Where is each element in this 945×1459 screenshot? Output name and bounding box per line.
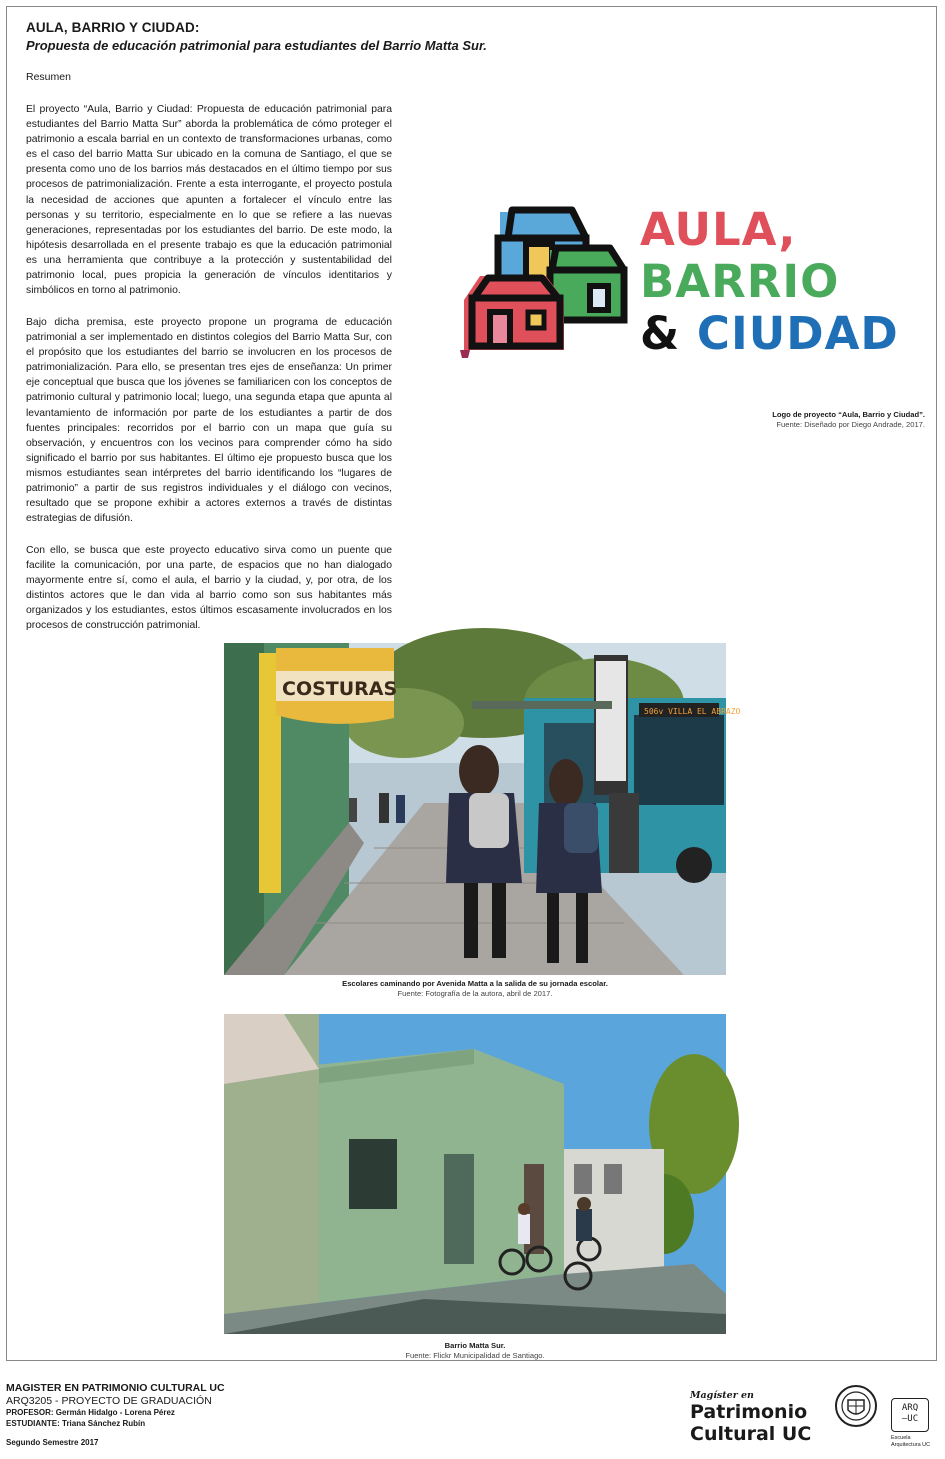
- logo-caption-title: Logo de proyecto “Aula, Barrio y Ciudad”.: [772, 410, 925, 419]
- footer-info: [6, 1382, 225, 1450]
- arq-uc-box: [891, 1398, 929, 1432]
- logo-ciudad: CIUDAD: [696, 307, 899, 360]
- footer-semester: Segundo Semestre 2017: [6, 1438, 99, 1447]
- arq-bottom-text: UC: [907, 1414, 919, 1424]
- project-logo: [460, 200, 900, 360]
- brand-pre: Magíster en: [690, 1390, 754, 1401]
- arq-caption: Escuela Arquitectura UC: [891, 1435, 931, 1448]
- logo-wordmark: [640, 204, 899, 360]
- logo-ampersand: &: [640, 307, 697, 360]
- brand-line-1: Patrimonio: [690, 1401, 808, 1423]
- photo-barrio-matta-sur: [224, 1014, 726, 1334]
- abstract-label: Resumen: [26, 71, 71, 83]
- bus-route-display: 506v VILLA EL ABRAZO: [644, 707, 741, 716]
- photo1-caption-title: Escolares caminando por Avenida Matta a la salida de su jornada escolar.: [342, 979, 608, 988]
- logo-caption-source: Fuente: Diseñado por Diego Andrade, 2017.: [776, 420, 925, 429]
- footer-professor: PROFESOR: Germán Hidalgo - Lorena Pérez: [6, 1408, 175, 1417]
- houses-logo-icon: [460, 200, 640, 360]
- abstract-paragraph-3: Con ello, se busca que este proyecto educativo sirva como un puente que facilite la comunicación, por una parte, de espacios que no han dialogado mayormente entre sí, como el aula, el barrio y la ciudad, y, por otra, de los distintos actores que le dan vida al barrio como son sus habitantes más organizados y los estudiantes, estos últimos escasamente involucrados en los procesos de construcción patrimonial.: [26, 545, 392, 632]
- photo1-caption-source: Fuente: Fotografía de la autora, abril de 2017.: [397, 989, 553, 998]
- logo-line-1: AULA,: [640, 203, 797, 256]
- logo-line-2: BARRIO: [640, 255, 840, 308]
- footer-course: ARQ3205 - PROYECTO DE GRADUACIÓN: [6, 1394, 212, 1407]
- arq-top: ARQ: [901, 1403, 919, 1413]
- footer-program: MAGISTER EN PATRIMONIO CULTURAL UC: [6, 1382, 225, 1394]
- green-house-photo-illustration: [224, 1014, 726, 1334]
- brand-line-2: Cultural UC: [690, 1423, 812, 1445]
- logo-line-3: [640, 308, 899, 360]
- abstract-paragraph-2: Bajo dicha premisa, este proyecto propone un programa de educación patrimonial a ser implementado en distintos colegios del Barrio Matta Sur, con el propósito que los estudiantes del barrio se involucren en los procesos de patrimonialización. Para ello, se presentan tres ejes de enseñanza: Un primer eje conceptual que busca que los jóvenes se familiaricen con los conceptos de patrimonio cultural y patrimonio local; luego, una segunda etapa que apunta al levantamiento de información por parte de los estudiantes a partir de dos fuentes principales: recorridos por el barrio con un mapa que guía su observación, y encuentros con los vecinos para comprender cómo ha sido significado el barrio por sus habitantes. El último eje propuesto busca que los mismos estudiantes sean intérpretes del barrio identificando los “lugares de patrimonio” a partir de sus registros individuales y el diálogo con vecinos, resultado que se propone exhibir a actores externos a través de distintas estrategias de difusión.: [26, 317, 392, 525]
- arq-uc-logo: [891, 1398, 937, 1448]
- page-subtitle: Propuesta de educación patrimonial para estudiantes del Barrio Matta Sur.: [26, 38, 487, 53]
- magister-brand: [690, 1390, 811, 1445]
- page-title: AULA, BARRIO Y CIUDAD:: [26, 20, 200, 35]
- photo1-caption: [224, 979, 726, 999]
- photo2-caption: [224, 1341, 726, 1361]
- photo2-caption-source: Fuente: Flickr Municipalidad de Santiago.: [405, 1351, 545, 1360]
- costuras-sign-text: COSTURAS: [282, 678, 398, 700]
- abstract-paragraph-1: El proyecto “Aula, Barrio y Ciudad: Propuesta de educación patrimonial para estudiantes del Barrio Matta Sur” aborda la problemática de cómo proteger el patrimonio a escala barrial en un contexto de transformaciones urbanas, como es el caso del barrio Matta Sur ubicado en la comuna de Santiago, el que se presenta como uno de los barrios más destacados en el último tiempo por sus procesos de patrimonialización. Frente a esta interrogante, el proyecto postula la necesidad de acciones que apunten a fortalecer el vínculo entre las personas y su territorio, especialmente en lo que se refiere a las nuevas generaciones, representadas por los estudiantes del barrio. De este modo, la hipótesis desarrollada en el presente trabajo es que la educación patrimonial es una herramienta que contribuye a la protección y sustentabilidad del patrimonio local, pues propicia la generación de vínculos identitarios y simbólicos en torno al patrimonio.: [26, 104, 392, 297]
- street-photo-illustration: [224, 643, 741, 975]
- university-seal-icon: [834, 1384, 878, 1428]
- logo-caption: [772, 410, 925, 430]
- arq-bottom: –UC: [901, 1414, 919, 1424]
- footer-student: ESTUDIANTE: Triana Sánchez Rubín: [6, 1419, 146, 1428]
- photo2-caption-title: Barrio Matta Sur.: [444, 1341, 506, 1350]
- photo-avenida-matta: [224, 643, 741, 975]
